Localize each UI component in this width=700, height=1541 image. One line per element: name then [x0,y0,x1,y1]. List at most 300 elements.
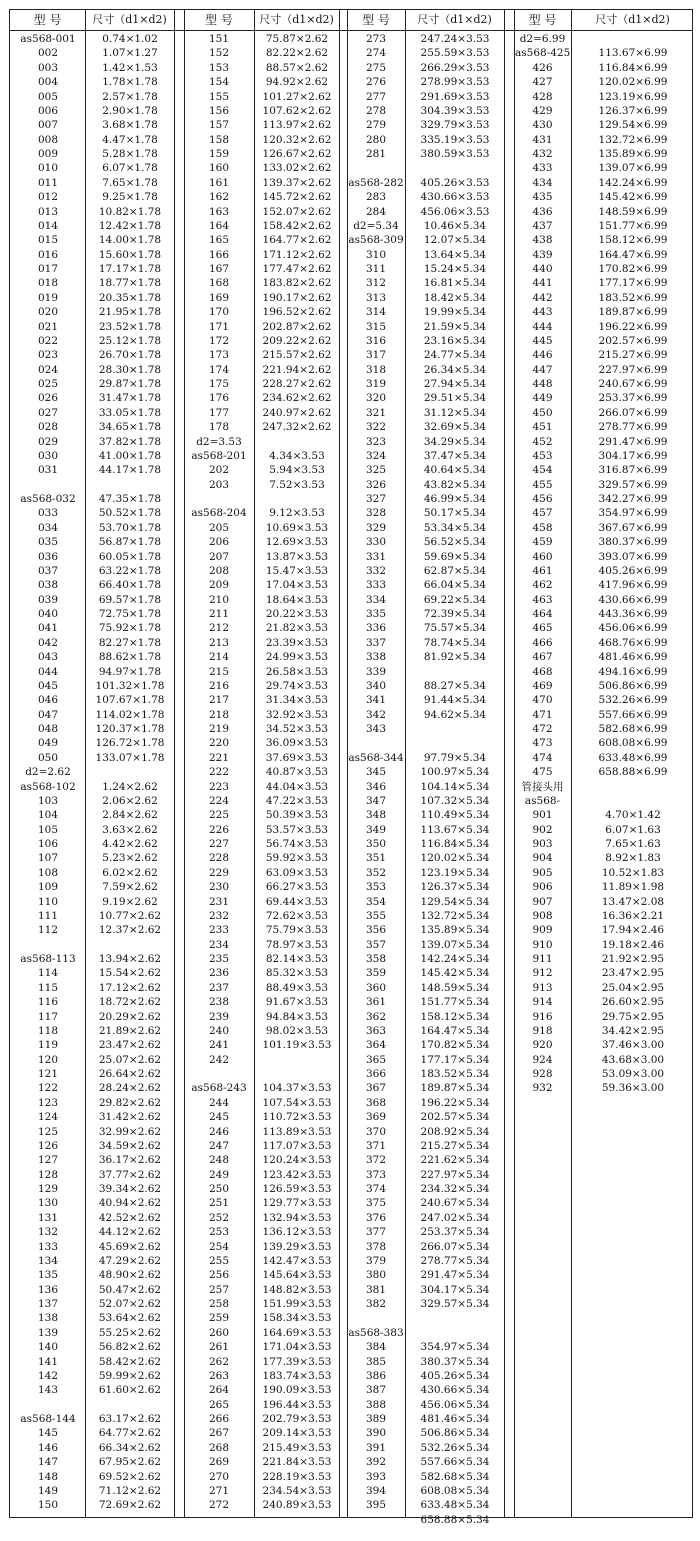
model-cell: 278 [365,104,387,117]
model-cell: 271 [208,1484,230,1497]
model-cell: 252 [208,1211,230,1224]
model-cell: 223 [208,780,230,793]
size-cell: 171.04×3.53 [262,1341,332,1354]
model-cell: d2=3.53 [196,435,242,448]
size-cell: 177.39×3.53 [262,1355,332,1368]
model-cell: 156 [208,104,230,117]
model-cell: as568-113 [20,953,76,965]
model-cell: 279 [365,119,387,132]
size-cell: 116.84×5.34 [420,838,490,850]
model-cell: 104 [37,809,59,822]
size-cell: 196.22×6.99 [598,320,668,333]
model-cell: 240 [208,1024,230,1037]
size-cell: 85.32×3.53 [265,967,329,980]
model-cell: 338 [365,651,387,664]
model-cell: 119 [37,1039,59,1052]
model-cell: 460 [532,550,553,563]
model-cell: 039 [37,593,59,606]
model-cell: 390 [365,1427,387,1440]
size-cell: 104.37×3.53 [262,1082,332,1095]
size-cell: 255.59×3.53 [420,47,490,60]
size-cell: 405.26×3.53 [420,176,490,189]
column-divider [174,10,175,1517]
size-cell [407,736,503,750]
size-cell: 215.27×6.99 [598,349,668,362]
model-cell: 112 [37,924,59,937]
size-cell: 101.27×2.62 [262,90,332,103]
model-cell: 254 [208,1240,230,1253]
model-cell: 367 [365,1082,387,1095]
size-cell: 253.37×5.34 [420,1226,490,1239]
size-cell: 557.66×5.34 [420,1456,490,1469]
size-cell: 417.96×6.99 [598,579,668,592]
size-cell [87,1398,173,1412]
size-cell: 158.12×6.99 [598,234,668,247]
model-cell: 274 [365,47,387,60]
size-cell: 129.77×3.53 [262,1197,332,1210]
size-cell: 190.09×3.53 [262,1384,332,1397]
model-cell: 115 [37,981,59,994]
model-cell: 450 [532,406,553,419]
size-column-1 [87,32,173,1513]
size-cell: 69.52×2.62 [98,1470,162,1483]
model-cell: 024 [37,363,59,376]
size-cell: 29.75×2.95 [601,1010,665,1023]
column-divider [254,10,255,1517]
size-cell: 557.66×6.99 [598,708,668,721]
model-cell: 447 [532,363,553,376]
model-cell: 461 [532,564,553,577]
size-cell: 1.78×1.78 [102,76,158,89]
size-cell: 47.29×2.62 [98,1254,162,1267]
size-cell: 494.16×6.99 [598,665,668,678]
size-cell: 120.02×6.99 [598,76,668,89]
model-cell: as568-243 [191,1082,247,1095]
size-cell: 633.48×6.99 [598,751,668,764]
size-cell: 329.57×5.34 [420,1298,490,1310]
model-cell: 332 [365,564,387,577]
model-cell: 216 [208,679,230,692]
model-cell: 146 [37,1441,59,1454]
size-cell: 221.94×2.62 [262,363,332,376]
size-cell: 59.36×3.00 [601,1082,665,1095]
size-cell: 15.24×5.34 [423,263,487,275]
size-cell: 142.47×3.53 [262,1254,332,1267]
model-cell: 385 [365,1355,387,1368]
size-cell [87,765,173,779]
size-cell: 139.07×6.99 [598,162,668,175]
model-cell: 467 [532,651,553,664]
model-cell: d2=2.62 [25,766,71,779]
size-cell: 1.07×1.27 [102,47,158,60]
model-cell: 106 [37,838,59,850]
model-cell: 122 [37,1082,59,1095]
size-cell: 19.99×5.34 [423,306,487,319]
model-cell: 142 [37,1369,59,1382]
size-cell: 50.39×3.53 [265,809,329,822]
model-cell: 394 [365,1484,387,1497]
model-cell: 272 [208,1499,230,1512]
model-cell: 266 [208,1413,230,1425]
size-cell: 17.17×1.78 [98,263,162,275]
model-cell: 907 [532,895,553,908]
size-cell: 16.36×2.21 [601,909,665,922]
model-cell: 117 [37,1010,59,1023]
size-cell [573,780,693,794]
size-cell: 10.52×1.83 [601,866,665,879]
size-cell: 5.94×3.53 [269,464,325,477]
model-cell: 214 [208,651,230,664]
model-cell: 321 [365,406,387,419]
size-cell: 23.52×1.78 [98,320,162,333]
size-cell: 91.67×3.53 [265,996,329,1009]
size-cell: 152.07×2.62 [262,205,332,218]
size-cell: 36.09×3.53 [265,737,329,750]
size-cell: 13.47×2.08 [601,895,665,908]
size-cell: 55.25×2.62 [98,1326,162,1339]
size-cell: 82.14×3.53 [265,953,329,965]
size-cell: 221.84×3.53 [262,1456,332,1469]
size-cell: 21.59×5.34 [423,320,487,333]
size-cell: 18.64×3.53 [265,593,329,606]
model-cell: 018 [37,277,59,290]
size-cell: 1.24×2.62 [102,780,158,793]
model-cell: 470 [532,694,553,707]
size-cell: 209.14×3.53 [262,1427,332,1440]
size-cell: 53.09×3.00 [601,1068,665,1080]
model-cell: 002 [37,47,59,60]
size-cell: 342.27×6.99 [598,493,668,505]
model-cell: 442 [532,291,553,304]
size-cell: 28.30×1.78 [98,363,162,376]
size-cell: 94.84×3.53 [265,1010,329,1023]
model-cell: 008 [37,133,59,146]
size-cell: 44.04×3.53 [265,780,329,793]
size-cell: 69.22×5.34 [423,593,487,606]
model-cell: 284 [365,205,387,218]
size-cell: 132.72×5.34 [420,909,490,922]
size-cell: 18.77×1.78 [98,277,162,290]
size-cell: 56.52×5.34 [423,536,487,549]
model-cell: 209 [208,579,230,592]
model-cell: 439 [532,248,553,261]
model-cell: 430 [532,119,553,132]
model-cell: 324 [365,449,387,462]
size-cell: 430.66×6.99 [598,593,668,606]
model-cell: 342 [365,708,387,721]
model-cell: 452 [532,435,553,448]
size-cell: 15.47×3.53 [265,564,329,577]
model-cell: as568-001 [20,33,76,45]
size-cell: 202.57×5.34 [420,1111,490,1124]
model-cell: 120 [37,1053,59,1066]
model-cell: 428 [532,90,553,103]
size-cell: 170.82×6.99 [598,263,668,275]
model-cell: 152 [208,47,230,60]
model-cell: 010 [37,162,59,175]
size-cell: 31.12×5.34 [423,406,487,419]
size-cell: 6.02×2.62 [102,866,158,879]
size-cell: 126.67×2.62 [262,148,332,160]
size-cell: 12.07×5.34 [423,234,487,247]
header-size-3: 尺寸（d1×d2) [417,13,492,26]
size-cell: 7.65×1.78 [102,176,158,189]
model-cell: 360 [365,981,387,994]
size-cell: 32.92×3.53 [265,708,329,721]
model-cell: 237 [208,981,230,994]
size-cell: 72.75×1.78 [98,608,162,620]
size-cell: 56.74×3.53 [265,838,329,850]
size-cell: 53.64×2.62 [98,1312,162,1325]
size-cell: 63.09×3.53 [265,866,329,879]
model-cell: 445 [532,334,553,347]
model-cell: 165 [208,234,230,247]
size-cell: 0.74×1.02 [102,33,158,45]
size-cell: 183.52×6.99 [598,291,668,304]
model-cell: 004 [37,76,59,89]
model-cell: 359 [365,967,387,980]
size-cell: 291.47×5.34 [420,1269,490,1282]
size-cell: 135.89×5.34 [420,924,490,937]
model-cell: 014 [37,219,59,232]
model-cell: 221 [208,751,230,764]
model-cell: 226 [208,823,230,836]
model-cell: 458 [532,521,553,534]
size-cell: 151.77×5.34 [420,996,490,1009]
model-cell: 172 [208,334,230,347]
size-cell: 123.19×5.34 [420,866,490,879]
model-cell [348,161,404,175]
model-cell: 239 [208,1010,230,1023]
model-cell: 247 [208,1139,230,1152]
size-cell: 240.97×2.62 [262,406,332,419]
model-cell: 023 [37,349,59,362]
size-cell: 21.92×2.95 [601,953,665,965]
model-cell: 137 [37,1298,59,1310]
model-cell: 395 [365,1499,387,1512]
size-cell: 9.25×1.78 [102,191,158,204]
size-cell: 177.47×2.62 [262,263,332,275]
model-cell: 335 [365,608,387,620]
size-cell: 66.34×2.62 [98,1441,162,1454]
model-cell: d2=6.99 [519,33,566,45]
model-cell: 150 [37,1499,59,1512]
size-cell: 26.70×1.78 [98,349,162,362]
column-divider [85,10,86,1517]
model-cell: 175 [208,378,230,390]
model-cell: 392 [365,1456,387,1469]
model-cell: 178 [208,421,230,434]
size-cell: 19.18×2.46 [601,938,665,951]
model-cell: 916 [532,1010,553,1023]
size-cell: 107.67×1.78 [95,694,165,707]
model-cell: 903 [532,838,553,850]
model-cell: 169 [208,291,230,304]
model-cell: 111 [37,909,59,922]
size-cell: 34.59×2.62 [98,1139,162,1152]
size-cell: 18.42×5.34 [423,291,487,304]
size-cell: 107.62×2.62 [262,104,332,117]
model-cell: 116 [37,996,59,1009]
model-cell: 168 [208,277,230,290]
size-cell: 16.81×5.34 [423,277,487,290]
model-cell: 353 [365,881,387,894]
size-cell: 291.69×3.53 [420,90,490,103]
size-cell: 129.54×6.99 [598,119,668,132]
size-cell: 25.04×2.95 [601,981,665,994]
size-cell: 113.97×2.62 [262,119,332,132]
size-cell: 126.72×1.78 [95,737,165,750]
model-cell: 011 [37,176,59,189]
size-column-4 [573,32,693,1096]
model-cell: 048 [37,723,59,735]
size-cell: 94.62×5.34 [423,708,487,721]
size-cell: 20.29×2.62 [98,1010,162,1023]
size-cell: 24.99×3.53 [265,651,329,664]
model-cell: 108 [37,866,59,879]
model-cell: as568-204 [191,507,247,520]
model-cell: 128 [37,1168,59,1181]
model-cell: 138 [37,1312,59,1325]
size-cell: 17.12×2.62 [98,981,162,994]
model-cell: 469 [532,679,553,692]
size-cell: 88.49×3.53 [265,981,329,994]
size-cell: 52.07×2.62 [98,1298,162,1310]
model-cell: 350 [365,838,387,850]
model-cell: 444 [532,320,553,333]
model-cell: as568-309 [348,234,404,247]
model-cell: 235 [208,953,230,965]
size-cell: 43.82×5.34 [423,478,487,491]
size-cell: 94.92×2.62 [265,76,329,89]
model-cell: 913 [532,981,553,994]
size-cell: 82.22×2.62 [265,47,329,60]
size-cell: 107.32×5.34 [420,794,490,807]
size-cell: 430.66×5.34 [420,1384,490,1397]
size-cell: 164.77×2.62 [262,234,332,247]
model-cell: as568-425 [515,47,571,60]
size-cell: 66.40×1.78 [98,579,162,592]
model-cell: 242 [208,1053,230,1066]
model-cell: 114 [37,967,59,980]
model-cell: 038 [37,579,59,592]
size-cell [256,435,338,449]
model-cell: as568-282 [348,176,404,189]
model-cell: 107 [37,852,59,865]
model-cell: 456 [532,493,553,505]
model-cell: 386 [365,1369,387,1382]
model-cell: 007 [37,119,59,132]
header-divider [10,30,692,31]
size-cell: 183.82×2.62 [262,277,332,290]
model-cell: 033 [37,507,59,520]
model-cell: 322 [365,421,387,434]
size-cell: 506.86×6.99 [598,679,668,692]
size-cell: 75.57×5.34 [423,622,487,635]
size-cell [407,1527,503,1541]
model-cell [12,938,84,952]
model-cell: 043 [37,651,59,664]
model-cell [348,1311,404,1325]
model-cell: 391 [365,1441,387,1454]
size-cell: 221.62×5.34 [420,1154,490,1167]
model-cell [185,492,253,506]
size-cell: 36.17×2.62 [98,1154,162,1167]
size-cell: 20.22×3.53 [265,608,329,620]
model-cell: 250 [208,1183,230,1195]
model-cell: 253 [208,1226,230,1239]
model-cell: 462 [532,579,553,592]
model-cell: 920 [532,1039,553,1052]
size-cell: 44.17×1.78 [98,464,162,477]
size-cell: 189.87×6.99 [598,306,668,319]
size-cell: 132.94×3.53 [262,1211,332,1224]
size-cell: 26.64×2.62 [98,1068,162,1080]
model-cell: 020 [37,306,59,319]
model-cell: 313 [365,291,387,304]
model-cell: 902 [532,823,553,836]
model-cell: 361 [365,996,387,1009]
size-cell: 164.69×3.53 [262,1326,332,1339]
size-cell: 60.05×1.78 [98,550,162,563]
model-column-4 [515,32,570,1096]
size-cell: 367.67×6.99 [598,521,668,534]
size-cell: 142.24×6.99 [598,176,668,189]
size-cell: 215.49×3.53 [262,1441,332,1454]
model-cell: 213 [208,636,230,649]
size-cell: 240.89×3.53 [262,1499,332,1512]
model-cell: 433 [532,162,553,175]
model-cell: 133 [37,1240,59,1253]
size-cell: 443.36×6.99 [598,608,668,620]
size-cell: 506.86×5.34 [420,1427,490,1440]
model-cell: 031 [37,464,59,477]
model-cell: 177 [208,406,230,419]
size-cell: 82.27×1.78 [98,636,162,649]
size-cell: 234.54×3.53 [262,1484,332,1497]
size-cell: 28.24×2.62 [98,1082,162,1095]
model-cell: 159 [208,148,230,160]
size-cell: 67.95×2.62 [98,1456,162,1469]
model-cell: 437 [532,219,553,232]
model-cell: 366 [365,1068,387,1080]
size-cell: 196.52×2.62 [262,306,332,319]
size-cell: 354.97×5.34 [420,1341,490,1354]
size-cell: 34.52×3.53 [265,723,329,735]
model-cell: 109 [37,881,59,894]
size-cell: 582.68×5.34 [420,1470,490,1483]
model-cell: 236 [208,967,230,980]
size-cell: 7.65×1.63 [605,838,661,850]
size-cell: 13.87×3.53 [265,550,329,563]
model-cell: 932 [532,1082,553,1095]
model-cell: 904 [532,852,553,865]
model-cell: 349 [365,823,387,836]
size-cell: 380.59×3.53 [420,148,490,160]
model-cell: 030 [37,449,59,462]
size-cell: 329.79×3.53 [420,119,490,132]
size-cell: 380.37×5.34 [420,1355,490,1368]
size-cell [256,1067,338,1081]
model-cell: 435 [532,191,553,204]
model-cell: 380 [365,1269,387,1282]
model-cell: 355 [365,909,387,922]
size-cell: 48.90×2.62 [98,1269,162,1282]
model-cell: 157 [208,119,230,132]
model-cell: 012 [37,191,59,204]
size-cell [87,938,173,952]
size-cell: 291.47×6.99 [598,435,668,448]
